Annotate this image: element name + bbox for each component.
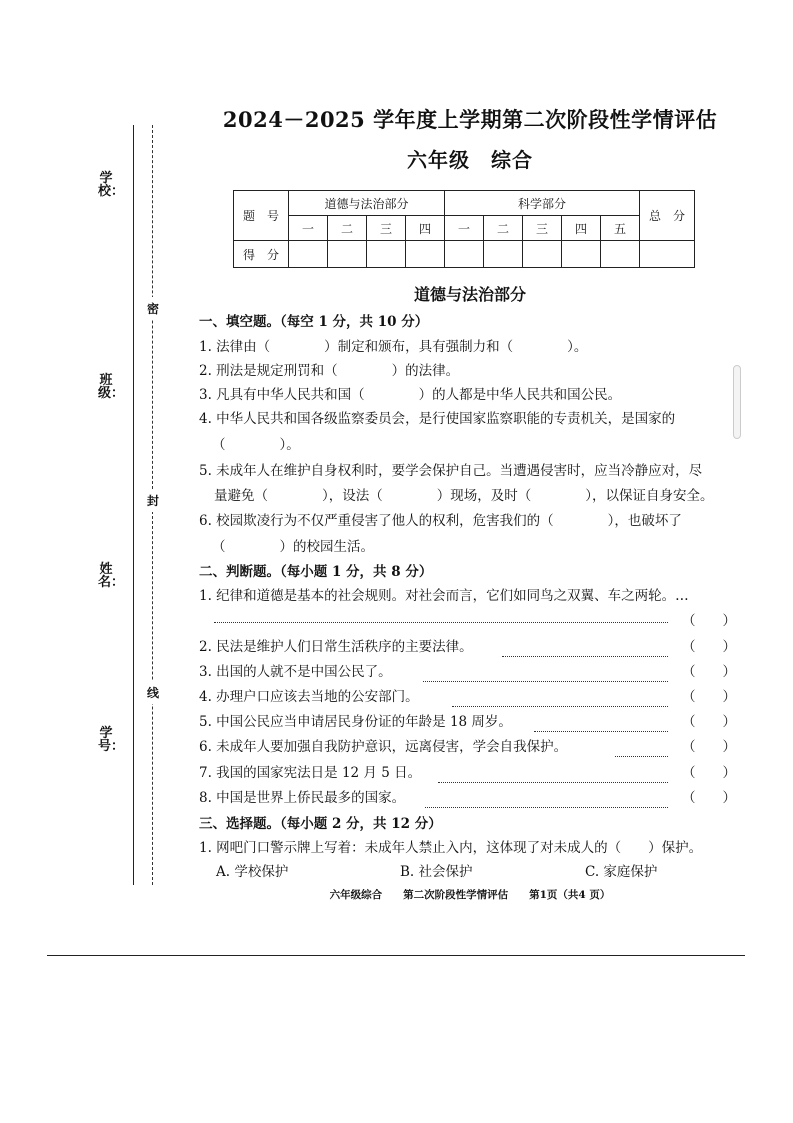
judge-question-5: 5. 中国公民应当申请居民身份证的年龄是 18 周岁。 bbox=[199, 714, 512, 730]
leader-dots bbox=[423, 671, 668, 690]
col-moral-1: 一 bbox=[289, 216, 328, 241]
score-table bbox=[233, 190, 695, 268]
judge-answer-7[interactable]: （ ） bbox=[682, 765, 736, 781]
page-bottom-rule bbox=[47, 955, 745, 956]
fill-question-4-line2: （ ）。 bbox=[212, 437, 300, 453]
seal-mark-feng: 封 bbox=[145, 489, 161, 512]
judge-question-8: 8. 中国是世界上侨民最多的国家。 bbox=[199, 790, 406, 806]
seal-mark-mi: 密 bbox=[145, 297, 161, 320]
fill-question-6-line2: （ ）的校园生活。 bbox=[212, 539, 374, 555]
exam-subtitle: 六年级 综合 bbox=[407, 148, 533, 172]
judge-answer-2[interactable]: （ ） bbox=[682, 639, 736, 655]
leader-dots bbox=[425, 797, 668, 816]
judge-question-1: 1. 纪律和道德是基本的社会规则。对社会而言，它们如同鸟之双翼、车之两轮。… bbox=[199, 588, 689, 604]
judge-answer-3[interactable]: （ ） bbox=[682, 664, 736, 680]
judge-question-7: 7. 我国的国家宪法日是 12 月 5 日。 bbox=[199, 765, 422, 781]
col-science-5: 五 bbox=[601, 216, 640, 241]
part3-heading: 三、选择题。（每小题 2 分，共 12 分） bbox=[199, 816, 442, 832]
part2-heading: 二、判断题。（每小题 1 分，共 8 分） bbox=[199, 564, 433, 580]
col-science-3: 三 bbox=[523, 216, 562, 241]
judge-question-4: 4. 办理户口应该去当地的公安部门。 bbox=[199, 689, 419, 705]
score-cell[interactable] bbox=[523, 241, 562, 268]
score-cell[interactable] bbox=[289, 241, 328, 268]
judge-answer-6[interactable]: （ ） bbox=[682, 739, 736, 755]
section-title: 道德与法治部分 bbox=[413, 285, 526, 304]
judge-answer-8[interactable]: （ ） bbox=[682, 790, 736, 806]
page-footer: 六年级综合 第二次阶段性学情评估 第1页（共4 页） bbox=[329, 889, 611, 901]
score-cell[interactable] bbox=[601, 241, 640, 268]
binding-line bbox=[133, 125, 134, 885]
part1-heading: 一、填空题。（每空 1 分，共 10 分） bbox=[199, 314, 429, 330]
fill-question-4-line1: 4. 中华人民共和国各级监察委员会，是行使国家监察职能的专责机关，是国家的 bbox=[199, 411, 676, 427]
fill-question-2: 2. 刑法是规定刑罚和（ ）的法律。 bbox=[199, 363, 460, 379]
judge-answer-4[interactable]: （ ） bbox=[682, 689, 736, 705]
score-cell[interactable] bbox=[562, 241, 601, 268]
leader-dots bbox=[502, 646, 668, 665]
col-moral-4: 四 bbox=[406, 216, 445, 241]
judge-question-6: 6. 未成年人要加强自我防护意识，远离侵害，学会自我保护。 bbox=[199, 739, 568, 755]
fill-question-5-line2: 量避免（ ），设法（ ）现场，及时（ ），以保证自身安全。 bbox=[214, 488, 714, 504]
judge-question-3: 3. 出国的人就不是中国公民了。 bbox=[199, 664, 392, 680]
class-label: 班级： bbox=[98, 373, 125, 401]
choice-option-c[interactable]: C. 家庭保护 bbox=[585, 864, 658, 880]
total-score-header: 总 分 bbox=[640, 191, 695, 241]
col-science-2: 二 bbox=[484, 216, 523, 241]
leader-dots bbox=[438, 772, 668, 791]
judge-question-1-dots bbox=[214, 612, 668, 631]
score-cell[interactable] bbox=[328, 241, 367, 268]
choice-question-1: 1. 网吧门口警示牌上写着：未成年人禁止入内，这体现了对未成人的（ ）保护。 bbox=[199, 840, 703, 856]
name-label: 姓名： bbox=[98, 562, 125, 590]
judge-question-2: 2. 民法是维护人们日常生活秩序的主要法律。 bbox=[199, 639, 473, 655]
seal-mark-xian: 线 bbox=[145, 681, 161, 704]
judge-answer-5[interactable]: （ ） bbox=[682, 714, 736, 730]
judge-answer-1[interactable]: （ ） bbox=[682, 613, 736, 629]
col-moral-3: 三 bbox=[367, 216, 406, 241]
total-score-cell[interactable] bbox=[640, 241, 695, 268]
score-cell[interactable] bbox=[445, 241, 484, 268]
score-cell[interactable] bbox=[406, 241, 445, 268]
group-moral-law: 道德与法治部分 bbox=[289, 191, 445, 216]
col-science-1: 一 bbox=[445, 216, 484, 241]
group-science: 科学部分 bbox=[445, 191, 640, 216]
scrollbar-thumb[interactable] bbox=[733, 365, 741, 439]
number-label: 学号： bbox=[98, 726, 125, 754]
row-label-score: 得 分 bbox=[234, 241, 289, 268]
school-label: 学校： bbox=[98, 171, 125, 199]
choice-option-b[interactable]: B. 社会保护 bbox=[400, 864, 473, 880]
score-cell[interactable] bbox=[484, 241, 523, 268]
row-label-question-number: 题 号 bbox=[234, 191, 289, 241]
leader-dots bbox=[615, 746, 668, 765]
col-moral-2: 二 bbox=[328, 216, 367, 241]
choice-option-a[interactable]: A. 学校保护 bbox=[216, 864, 289, 880]
score-cell[interactable] bbox=[367, 241, 406, 268]
fill-question-3: 3. 凡具有中华人民共和国（ ）的人都是中华人民共和国公民。 bbox=[199, 387, 622, 403]
exam-title: 2024－2025 学年度上学期第二次阶段性学情评估 bbox=[222, 107, 718, 132]
fill-question-6-line1: 6. 校园欺凌行为不仅严重侵害了他人的权利，危害我们的（ ），也破坏了 bbox=[199, 513, 682, 529]
fill-question-5-line1: 5. 未成年人在维护自身权利时，要学会保护自己。当遭遇侵害时，应当冷静应对，尽 bbox=[199, 463, 703, 479]
fill-question-1: 1. 法律由（ ）制定和颁布，具有强制力和（ ）。 bbox=[199, 339, 588, 355]
col-science-4: 四 bbox=[562, 216, 601, 241]
